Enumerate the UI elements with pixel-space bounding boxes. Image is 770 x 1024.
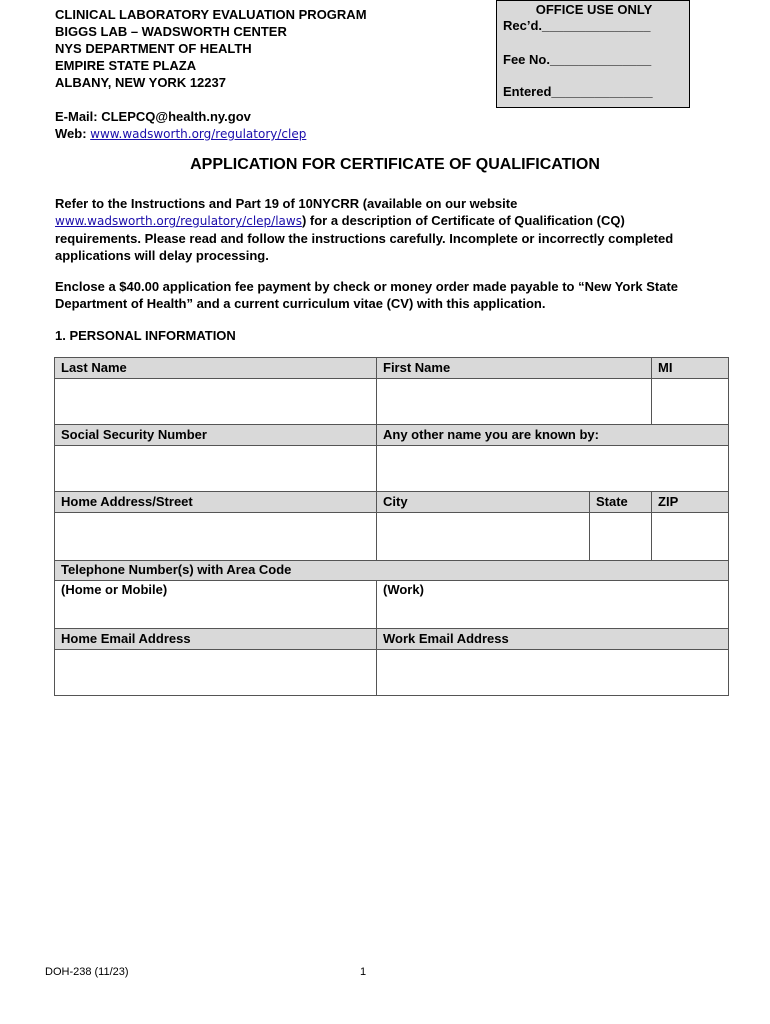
program-name: CLINICAL LABORATORY EVALUATION PROGRAM xyxy=(55,7,367,22)
home-phone-field[interactable] xyxy=(55,581,377,629)
office-entered-field: Entered______________ xyxy=(503,84,653,99)
other-name-field[interactable] xyxy=(377,446,729,492)
city-address: ALBANY, NEW YORK 12237 xyxy=(55,75,226,90)
form-id: DOH-238 (11/23) xyxy=(45,966,129,978)
department-name: NYS DEPARTMENT OF HEALTH xyxy=(55,41,252,56)
work-phone-label: (Work) xyxy=(383,582,424,597)
contact-email: E-Mail: CLEPCQ@health.ny.gov xyxy=(55,109,251,124)
work-email-field[interactable] xyxy=(377,650,729,696)
work-phone-field[interactable] xyxy=(377,581,729,629)
first-name-field[interactable] xyxy=(377,379,652,425)
city-label: City xyxy=(377,492,590,513)
address-label: Home Address/Street xyxy=(55,492,377,513)
mi-field[interactable] xyxy=(652,379,729,425)
office-recd-field: Rec’d._______________ xyxy=(503,18,651,33)
intro-line-2-text: ) for a description of Certificate of Qualification (CQ) xyxy=(301,213,625,228)
lab-name: BIGGS LAB – WADSWORTH CENTER xyxy=(55,24,287,39)
intro-line-4: applications will delay processing. xyxy=(55,248,269,263)
mi-label: MI xyxy=(652,358,729,379)
section-heading-personal-info: 1. PERSONAL INFORMATION xyxy=(55,328,236,343)
intro-line-2 xyxy=(55,212,735,230)
plaza-name: EMPIRE STATE PLAZA xyxy=(55,58,197,73)
state-field[interactable] xyxy=(590,513,652,561)
home-email-label: Home Email Address xyxy=(55,629,377,650)
personal-info-table xyxy=(54,357,729,696)
fee-line-1: Enclose a $40.00 application fee payment by check or money order made payable to “New York State xyxy=(55,279,679,294)
office-use-box xyxy=(496,0,690,108)
zip-field[interactable] xyxy=(652,513,729,561)
work-email-label: Work Email Address xyxy=(377,629,729,650)
ssn-label: Social Security Number xyxy=(55,425,377,446)
last-name-label: Last Name xyxy=(55,358,377,379)
address-field[interactable] xyxy=(55,513,377,561)
zip-label: ZIP xyxy=(652,492,729,513)
ssn-field[interactable] xyxy=(55,446,377,492)
laws-link[interactable]: www.wadsworth.org/regulatory/clep/laws xyxy=(55,214,302,228)
contact-web xyxy=(55,125,306,143)
page-number: 1 xyxy=(360,966,367,978)
fee-line-2: Department of Health” and a current curriculum vitae (CV) with this application. xyxy=(55,296,546,311)
intro-paragraph-1 xyxy=(55,195,735,264)
intro-line-3: requirements. Please read and follow the instructions carefully. Incomplete or incorrectly completed xyxy=(55,231,674,246)
web-link[interactable]: www.wadsworth.org/regulatory/clep xyxy=(90,127,307,141)
web-label: Web: xyxy=(55,126,87,141)
telephone-label: Telephone Number(s) with Area Code xyxy=(55,561,729,581)
home-email-field[interactable] xyxy=(55,650,377,696)
city-field[interactable] xyxy=(377,513,590,561)
office-use-title: OFFICE USE ONLY xyxy=(535,2,653,17)
last-name-field[interactable] xyxy=(55,379,377,425)
intro-paragraph-2 xyxy=(55,278,735,312)
state-label: State xyxy=(590,492,652,513)
office-fee-field: Fee No.______________ xyxy=(503,52,652,67)
page-title: APPLICATION FOR CERTIFICATE OF QUALIFICATION xyxy=(190,156,600,173)
other-name-label: Any other name you are known by: xyxy=(377,425,729,446)
first-name-label: First Name xyxy=(377,358,652,379)
home-phone-label: (Home or Mobile) xyxy=(61,582,168,597)
intro-line-1: Refer to the Instructions and Part 19 of 10NYCRR (available on our website xyxy=(55,196,518,211)
